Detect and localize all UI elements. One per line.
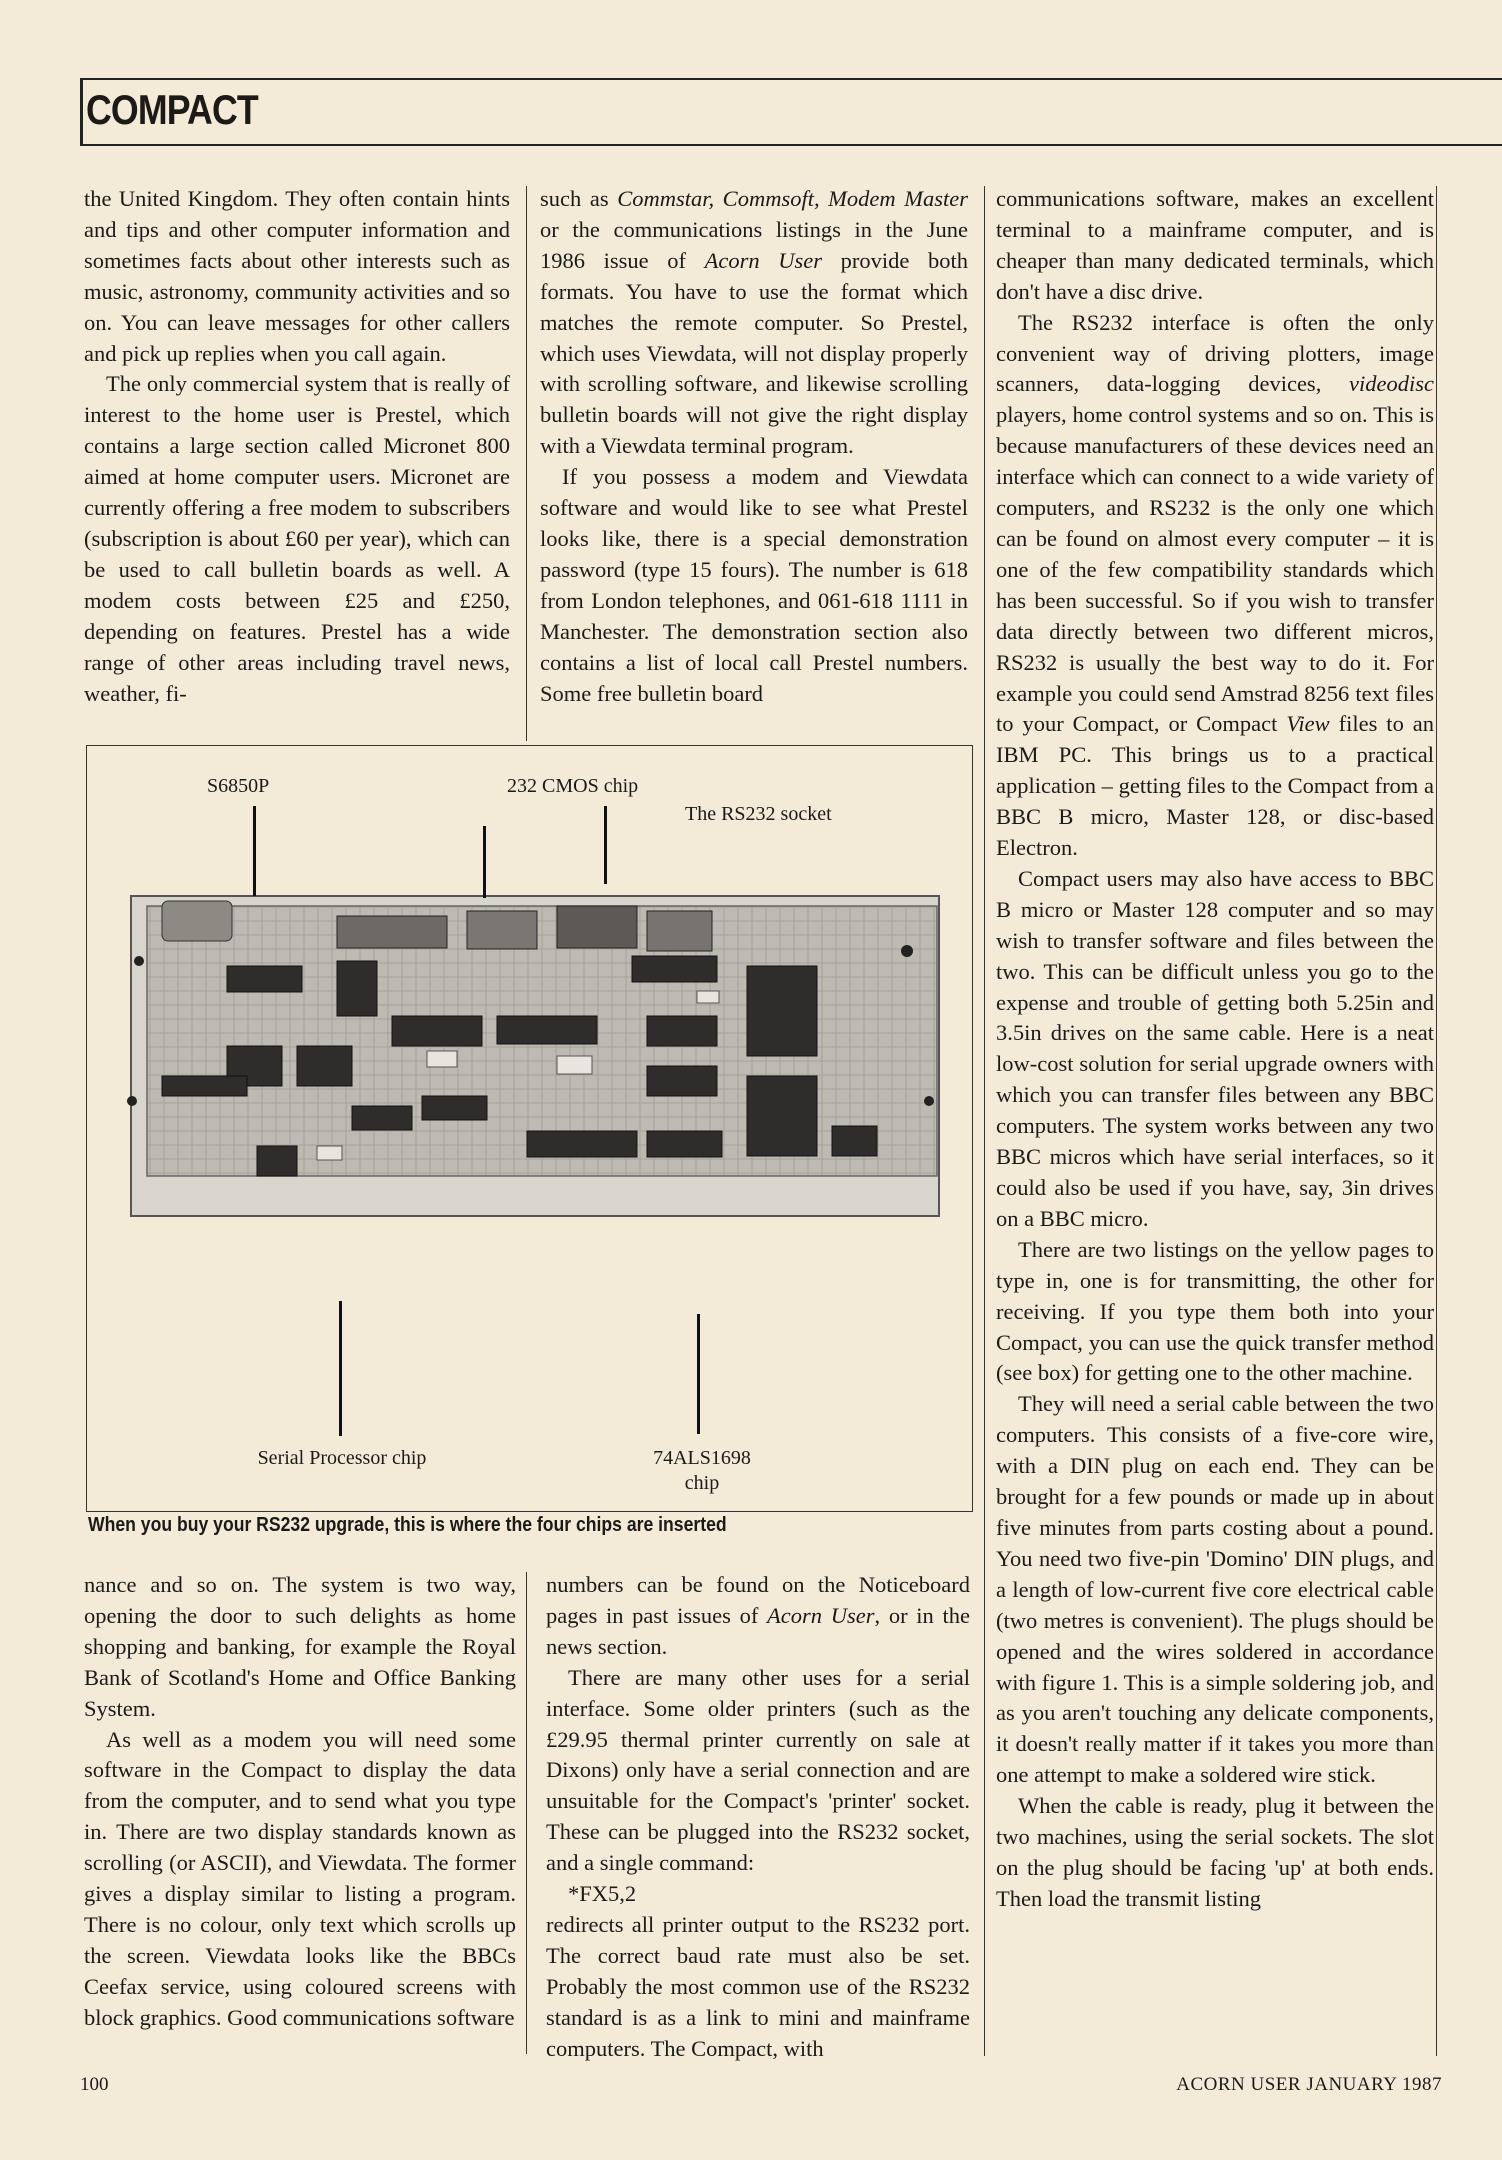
paragraph: nance and so on. The system is two way, opening the door to such delights as home shopping and banking, for example the Royal Bank of Scotland's Home and Office Banking System. [84, 1572, 516, 1721]
label-serial-processor: Serial Processor chip [257, 1447, 427, 1469]
paragraph: the United Kingdom. They often contain hints and tips and other computer information and sometimes facts about other interests such as music, astronomy, community activities and so on. You can leave messages for other callers and pick up replies when you call again. [84, 186, 510, 366]
paragraph: numbers can be found on the Noticeboard pages in past issues of Acorn User, or in the news section. [546, 1572, 970, 1659]
figure-caption: When you buy your RS232 upgrade, this is where the four chips are inserted [88, 1514, 727, 1536]
command-line: *FX5,2 [568, 1881, 637, 1907]
label-cmos-chip: 232 CMOS chip [507, 775, 639, 797]
paragraph: Compact users may also have access to BBC B micro or Master 128 computer and so may wish to transfer software and files between the two. This can be difficult unless you go to the expense and trouble of getting both 5.25in and 3.5in drives on the same cable. Here is a neat low-cost solution for serial upgrade owners with which you can transfer files between any BBC computers. The system works between any two BBC micros which have serial interfaces, so it could also be used if you have, say, 3in drives on a BBC micro. [996, 865, 1434, 1231]
paragraph: communications software, makes an excellent terminal to a mainframe computer, and is cheaper than many dedicated terminals, which don't have a disc drive. [996, 186, 1434, 304]
paragraph: As well as a modem you will need some software in the Compact to display the data from the computer, and to send what you type in. There are two display standards known as scrolling (or ASCII), and Viewdata. The former gives a display similar to listing a program. There is no colour, only text which scrolls up the screen. Viewdata looks like the BBCs Ceefax service, using coloured screens with block graphics. Good communications software [84, 1726, 516, 2030]
running-title: ACORN USER JANUARY 1987 [1176, 2074, 1442, 2095]
figure-photo [86, 745, 973, 1512]
paragraph: When the cable is ready, plug it between the two machines, using the serial sockets. The slot on the plug should be facing 'up' at both ends. Then load the transmit listing [996, 1793, 1434, 1911]
column-rule [526, 186, 527, 741]
paragraph: If you possess a modem and Viewdata software and would like to see what Prestel looks like, there is a special demonstration password (type 15 fours). The number is 618 from London telephones, and 061-618 1111 in Manchester. The demonstration section also contains a list of local call Prestel numbers. Some free bulletin board [540, 464, 968, 706]
column-1-bottom [84, 1570, 516, 2034]
column-2-bottom [546, 1570, 970, 2065]
paragraph: There are two listings on the yellow pages to type in, one is for transmitting, the other for receiving. If you type them both into your Compact, you can use the quick transfer method (see box) for getting one to the other machine. [996, 1236, 1434, 1386]
column-rule [1436, 186, 1437, 2056]
paragraph: They will need a serial cable between the two computers. This consists of a five-core wire, with a DIN plug on each end. They can be brought for a few pounds or made up in about five minutes from parts costing about a pound. You need two five-pin 'Domino' DIN plugs, and a length of low-current five core electrical cable (two metres is convenient). The plugs should be opened and the wires soldered in accordance with figure 1. This is a simple soldering job, and as you aren't touching any delicate components, it doesn't really matter if it takes you more than one attempt to make a soldered wire stick. [996, 1391, 1434, 1788]
section-title: COMPACT [86, 86, 258, 133]
paragraph: redirects all printer output to the RS232 port. The correct baud rate must also be set. Probably the most common use of the RS232 standard is as a link to mini and mainframe computers. The Compact, with [546, 1911, 970, 2061]
header-bar [80, 80, 83, 144]
column-rule [526, 1572, 527, 2054]
paragraph: The RS232 interface is often the only convenient way of driving plotters, image scanners, data-logging devices, videodisc players, home control systems and so on. This is because manufacturers of these devices need an interface which can connect to a wide variety of computers, and RS232 is the only one which can be found on almost every computer – it is one of the few compatibility standards which has been successful. So if you wish to transfer data directly between two different micros, RS232 is usually the best way to do it. For example you could send Amstrad 8256 text files to your Compact, or Compact View files to an IBM PC. This brings us to a practical application – getting files to the Compact from a BBC B micro, Master 128, or disc-based Electron. [996, 309, 1435, 861]
column-rule [984, 186, 985, 2056]
page-number: 100 [80, 2074, 109, 2095]
paragraph: There are many other uses for a serial interface. Some older printers (such as the £29.95 thermal printer currently on sale at Dixons) only have a serial connection and are unsuitable for the Compact's 'printer' socket. These can be plugged into the RS232 socket, and a single command: [546, 1664, 970, 1876]
section-header [80, 78, 1502, 146]
paragraph: such as Commstar, Commsoft, Modem Master or the communications listings in the June 1986 issue of Acorn User provide both formats. You have to use the format which matches the remote computer. So Prestel, which uses Viewdata, will not display properly with scrolling software, and likewise scrolling bulletin boards will not give the right display with a Viewdata terminal program. [540, 186, 969, 459]
label-rs232-socket: The RS232 socket [685, 803, 832, 825]
column-2-top [540, 184, 968, 709]
column-1-top [84, 184, 510, 709]
label-74als1698: 74ALS1698 chip [653, 1447, 751, 1494]
label-s6850p: S6850P [207, 775, 270, 797]
circuit-board-image [87, 746, 972, 1511]
column-3 [996, 184, 1434, 1915]
paragraph: The only commercial system that is really of interest to the home user is Prestel, which contains a large section called Micronet 800 aimed at home computer users. Micronet are currently offering a free modem to subscribers (subscription is about £60 per year), which can be used to call bulletin boards as well. A modem costs between £25 and £250, depending on features. Prestel has a wide range of other areas including travel news, weather, fi- [84, 371, 510, 706]
